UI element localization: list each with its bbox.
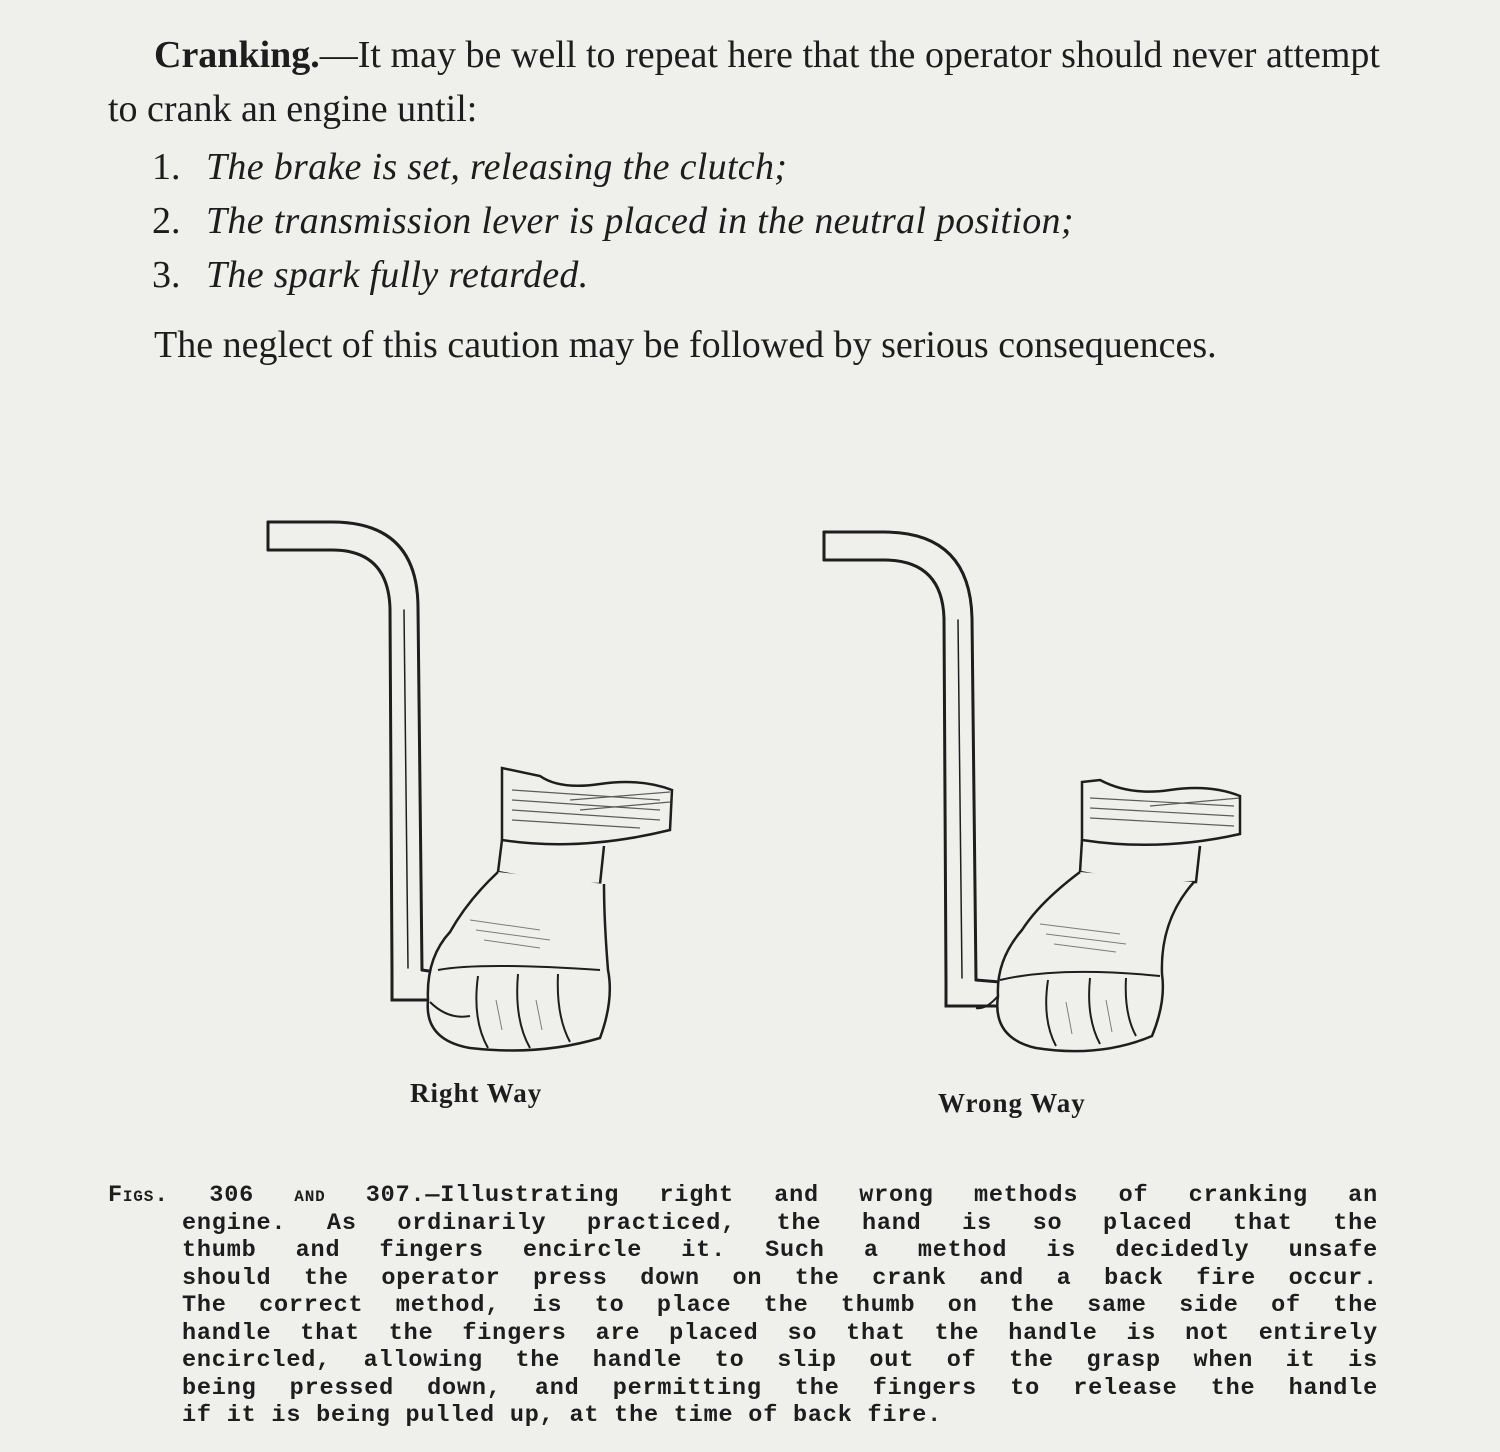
- rule-text: The brake is set, releasing the clutch;: [206, 146, 788, 188]
- rule-number: 2.: [152, 200, 181, 242]
- figure-reference: Figs. 306 and 307.: [108, 1182, 426, 1209]
- rule-item: [152, 248, 1074, 302]
- section-heading: Cranking.: [154, 34, 320, 76]
- rule-item: [152, 140, 1074, 194]
- caption-text: —Illustrating right and wrong methods of cranking an: [425, 1182, 1378, 1209]
- rule-item: [152, 194, 1074, 248]
- caution-text: The neglect of this caution may be followed by serious consequences.: [154, 324, 1217, 366]
- caption-first-line: [108, 1182, 1378, 1210]
- right-way-label: Right Way: [410, 1078, 543, 1108]
- crank-hand-drawing: [800, 510, 1260, 1070]
- intro-text: —It may be well to repeat here that the operator should never attempt to crank an engine until:: [108, 34, 1380, 130]
- caption-line: encircled, allowing the handle to slip out of the grasp when it is: [182, 1347, 1378, 1374]
- caption-line: if it is being pulled up, at the time of back fire.: [182, 1402, 943, 1429]
- rule-number: 3.: [152, 254, 181, 296]
- caption-line: being pressed down, and permitting the fingers to release the handle: [182, 1374, 1378, 1402]
- figure-caption: [108, 1182, 1378, 1430]
- intro-paragraph: [108, 28, 1380, 136]
- cranking-rules-list: [152, 140, 1074, 302]
- right-way-illustration: [240, 500, 660, 1060]
- caption-line: The correct method, is to place the thumb on the same side of the: [182, 1292, 1378, 1319]
- caption-line: thumb and fingers encircle it. Such a method is decidedly unsafe: [182, 1237, 1378, 1264]
- caption-line: engine. As ordinarily practiced, the hand is so placed that the: [182, 1209, 1378, 1237]
- wrong-way-illustration: [800, 510, 1260, 1070]
- caption-line: handle that the fingers are placed so that the handle is not entirely: [182, 1319, 1378, 1347]
- crank-hand-drawing: [240, 500, 660, 1060]
- rule-number: 1.: [152, 146, 181, 188]
- caution-paragraph: [108, 318, 1380, 372]
- rule-text: The spark fully retarded.: [206, 254, 589, 296]
- rule-text: The transmission lever is placed in the neutral position;: [206, 200, 1074, 242]
- caption-line: should the operator press down on the crank and a back fire occur.: [182, 1264, 1378, 1292]
- wrong-way-label: Wrong Way: [938, 1088, 1086, 1118]
